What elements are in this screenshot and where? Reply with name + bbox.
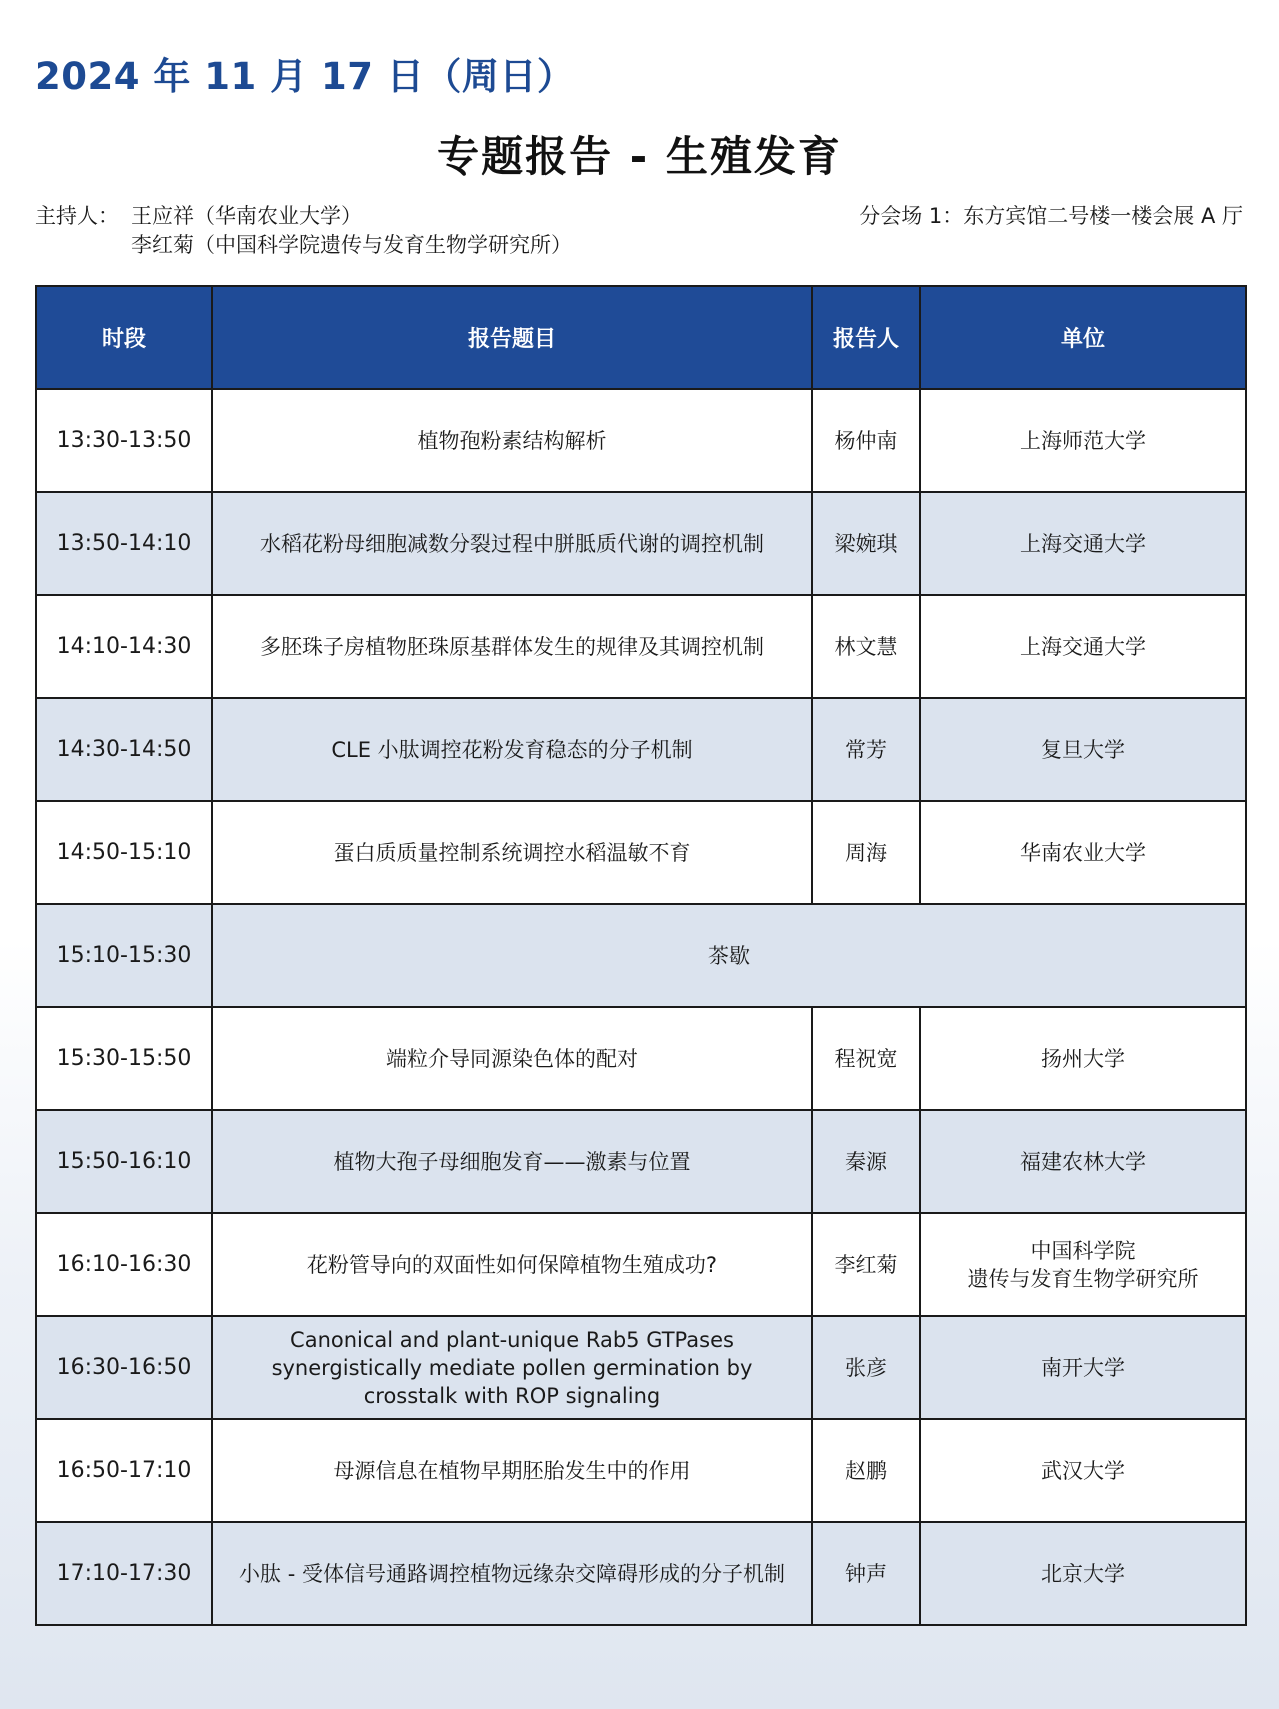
- column-header-time: 时段: [36, 286, 212, 389]
- time-cell: 15:10-15:30: [36, 904, 212, 1007]
- time-cell: 14:50-15:10: [36, 801, 212, 904]
- affiliation-cell: 北京大学: [920, 1522, 1246, 1625]
- talk-title-cell: 植物大孢子母细胞发育——激素与位置: [212, 1110, 812, 1213]
- affiliation-cell: 扬州大学: [920, 1007, 1246, 1110]
- host-name: 李红菊（中国科学院遗传与发育生物学研究所）: [131, 233, 572, 257]
- time-cell: 16:50-17:10: [36, 1419, 212, 1522]
- speaker-cell: 张彦: [812, 1316, 920, 1419]
- talk-title-cell: 端粒介导同源染色体的配对: [212, 1007, 812, 1110]
- table-row: [36, 1316, 1246, 1419]
- talk-title-cell: 花粉管导向的双面性如何保障植物生殖成功?: [212, 1213, 812, 1316]
- talk-title-cell: 水稻花粉母细胞减数分裂过程中胼胝质代谢的调控机制: [212, 492, 812, 595]
- schedule-date: 2024 年 11 月 17 日（周日）: [35, 55, 575, 98]
- break-row: [36, 904, 1246, 1007]
- affiliation-cell: 华南农业大学: [920, 801, 1246, 904]
- speaker-cell: 林文慧: [812, 595, 920, 698]
- time-cell: 17:10-17:30: [36, 1522, 212, 1625]
- table-row: [36, 1419, 1246, 1522]
- talk-title-cell: 蛋白质质量控制系统调控水稻温敏不育: [212, 801, 812, 904]
- talk-title-cell: CLE 小肽调控花粉发育稳态的分子机制: [212, 698, 812, 801]
- speaker-cell: 李红菊: [812, 1213, 920, 1316]
- affiliation-cell: 复旦大学: [920, 698, 1246, 801]
- speaker-cell: 杨仲南: [812, 389, 920, 492]
- table-header-row: [36, 286, 1246, 389]
- time-cell: 15:50-16:10: [36, 1110, 212, 1213]
- time-cell: 14:10-14:30: [36, 595, 212, 698]
- affiliation-line: 遗传与发育生物学研究所: [967, 1266, 1199, 1291]
- venue-text: 分会场 1：东方宾馆二号楼一楼会展 A 厅: [859, 204, 1243, 228]
- affiliation-cell: 上海师范大学: [920, 389, 1246, 492]
- tea-break-cell: 茶歇: [212, 904, 1246, 1007]
- time-cell: 16:10-16:30: [36, 1213, 212, 1316]
- speaker-cell: 程祝宽: [812, 1007, 920, 1110]
- speaker-cell: 梁婉琪: [812, 492, 920, 595]
- time-cell: 15:30-15:50: [36, 1007, 212, 1110]
- talk-title-cell: 多胚珠子房植物胚珠原基群体发生的规律及其调控机制: [212, 595, 812, 698]
- session-title: 专题报告 - 生殖发育: [437, 132, 842, 181]
- speaker-cell: 常芳: [812, 698, 920, 801]
- affiliation-cell: [920, 1213, 1246, 1316]
- host-name: 王应祥（华南农业大学）: [131, 204, 362, 228]
- speaker-cell: 钟声: [812, 1522, 920, 1625]
- time-cell: 13:50-14:10: [36, 492, 212, 595]
- talk-title-cell: 小肽 - 受体信号通路调控植物远缘杂交障碍形成的分子机制: [212, 1522, 812, 1625]
- table-row: [36, 1110, 1246, 1213]
- column-header-speaker: 报告人: [812, 286, 920, 389]
- host-label: 主持人：: [35, 204, 119, 228]
- table-row: [36, 492, 1246, 595]
- hosts-block: [35, 202, 572, 260]
- affiliation-cell: 上海交通大学: [920, 595, 1246, 698]
- table-row: [36, 595, 1246, 698]
- speaker-cell: 赵鹏: [812, 1419, 920, 1522]
- talk-title-cell: 植物孢粉素结构解析: [212, 389, 812, 492]
- talk-title-cell: Canonical and plant-unique Rab5 GTPases synergistically mediate pollen germination by crosstalk with ROP signaling: [212, 1316, 812, 1419]
- affiliation-line: 中国科学院: [1030, 1238, 1136, 1263]
- affiliation-cell: 南开大学: [920, 1316, 1246, 1419]
- talk-title-cell: 母源信息在植物早期胚胎发生中的作用: [212, 1419, 812, 1522]
- table-row: [36, 801, 1246, 904]
- table-row: [36, 1213, 1246, 1316]
- table-row: [36, 698, 1246, 801]
- table-row: [36, 389, 1246, 492]
- speaker-cell: 周海: [812, 801, 920, 904]
- affiliation-cell: 福建农林大学: [920, 1110, 1246, 1213]
- column-header-affiliation: 单位: [920, 286, 1246, 389]
- table-row: [36, 1522, 1246, 1625]
- schedule-table: [35, 285, 1247, 1626]
- affiliation-cell: 上海交通大学: [920, 492, 1246, 595]
- affiliation-cell: 武汉大学: [920, 1419, 1246, 1522]
- column-header-title: 报告题目: [212, 286, 812, 389]
- table-row: [36, 1007, 1246, 1110]
- speaker-cell: 秦源: [812, 1110, 920, 1213]
- time-cell: 13:30-13:50: [36, 389, 212, 492]
- time-cell: 16:30-16:50: [36, 1316, 212, 1419]
- time-cell: 14:30-14:50: [36, 698, 212, 801]
